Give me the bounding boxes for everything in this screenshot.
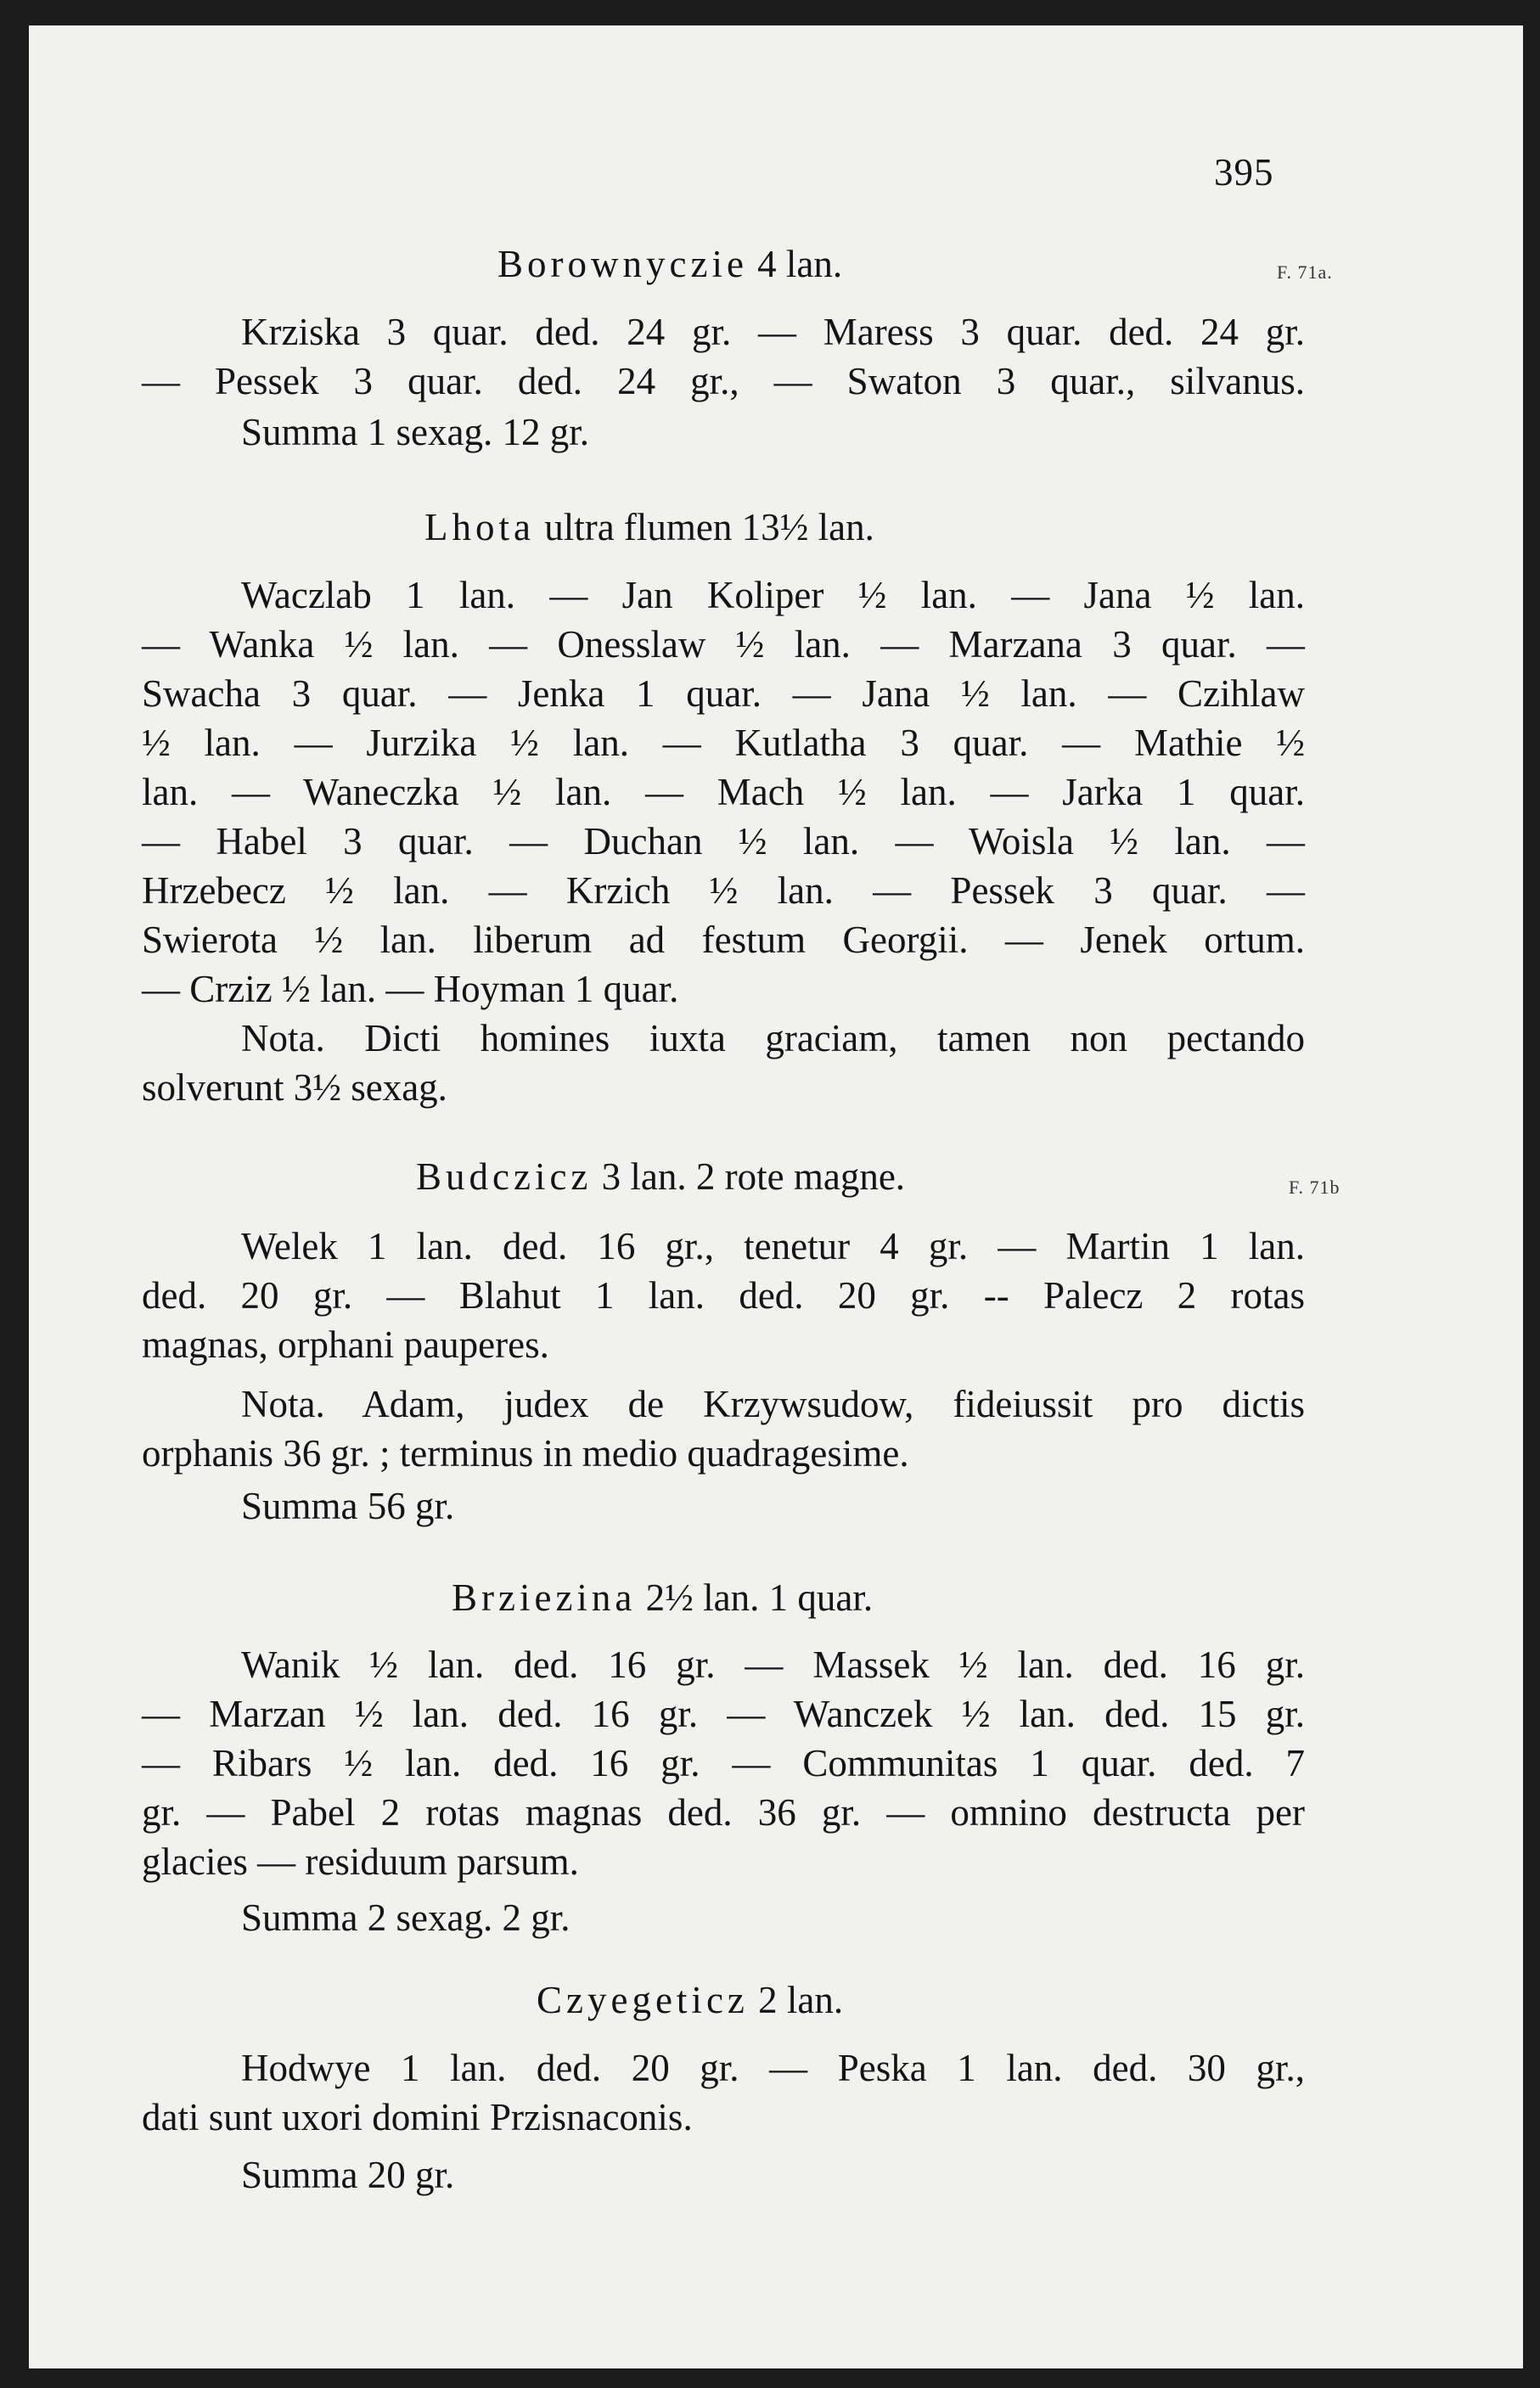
text-line: Swierota ½ lan. liberum ad festum Georgii. — Jenek ortum. — [142, 919, 1305, 961]
text-line: — Wanka ½ lan. — Onesslaw ½ lan. — Marzana 3 quar. — — [142, 623, 1305, 666]
section-heading-borownyczie — [497, 242, 842, 286]
text-line: dati sunt uxori domini Przisnaconis. — [142, 2096, 693, 2138]
text-line: Summa 1 sexag. 12 gr. — [241, 411, 589, 453]
text-line: Hodwye 1 lan. ded. 20 gr. — Peska 1 lan. ded. 30 gr., — [241, 2047, 1305, 2089]
text-line: — Pessek 3 quar. ded. 24 gr., — Swaton 3 quar., silvanus. — [142, 360, 1305, 402]
place-name: Czyegeticz — [537, 1979, 749, 2021]
text-line: lan. — Waneczka ½ lan. — Mach ½ lan. — Jarka 1 quar. — [142, 771, 1305, 813]
text-line: Hrzebecz ½ lan. — Krzich ½ lan. — Pessek 3 quar. — — [142, 869, 1305, 912]
text-line: — Ribars ½ lan. ded. 16 gr. — Communitas 1 quar. ded. 7 — [142, 1742, 1305, 1784]
text-line: orphanis 36 gr. ; terminus in medio quadragesime. — [142, 1432, 909, 1475]
heading-rest: 2½ lan. 1 quar. — [636, 1576, 874, 1619]
section-heading-budczicz — [416, 1155, 905, 1199]
place-name: Lhota — [424, 506, 535, 548]
folio-note: F. 71a. — [1277, 261, 1333, 283]
text-line: glacies — residuum parsum. — [142, 1840, 579, 1883]
text-line: Swacha 3 quar. — Jenka 1 quar. — Jana ½ lan. — Czihlaw — [142, 672, 1305, 715]
text-line: — Crziz ½ lan. — Hoyman 1 quar. — [142, 968, 679, 1010]
section-heading-brziezina — [452, 1576, 873, 1620]
text-line: Summa 2 sexag. 2 gr. — [241, 1896, 570, 1939]
text-line: gr. — Pabel 2 rotas magnas ded. 36 gr. — omnino destructa per — [142, 1791, 1305, 1834]
heading-rest: 3 lan. 2 rote magne. — [592, 1155, 906, 1198]
folio-note: F. 71b — [1289, 1177, 1340, 1198]
text-line: Summa 20 gr. — [241, 2154, 455, 2196]
book-page — [29, 25, 1523, 2368]
section-heading-lhota — [424, 505, 874, 549]
place-name: Brziezina — [452, 1576, 637, 1619]
text-line: Krziska 3 quar. ded. 24 gr. — Maress 3 quar. ded. 24 gr. — [241, 311, 1305, 353]
section-heading-czyegeticz — [537, 1978, 843, 2022]
text-line: solverunt 3½ sexag. — [142, 1066, 447, 1109]
text-line: ded. 20 gr. — Blahut 1 lan. ded. 20 gr. -- Palecz 2 rotas — [142, 1274, 1305, 1317]
text-line: — Marzan ½ lan. ded. 16 gr. — Wanczek ½ lan. ded. 15 gr. — [142, 1693, 1305, 1735]
heading-rest: ultra flumen 13½ lan. — [534, 506, 874, 548]
heading-rest: 2 lan. — [748, 1979, 844, 2021]
text-line: Summa 56 gr. — [241, 1485, 455, 1527]
text-line: — Habel 3 quar. — Duchan ½ lan. — Woisla ½ lan. — — [142, 820, 1305, 862]
text-line: ½ lan. — Jurzika ½ lan. — Kutlatha 3 quar. — Mathie ½ — [142, 722, 1305, 764]
text-line: Nota. Dicti homines iuxta graciam, tamen non pectando — [241, 1017, 1305, 1059]
text-line: Welek 1 lan. ded. 16 gr., tenetur 4 gr. — Martin 1 lan. — [241, 1225, 1305, 1267]
text-line: magnas, orphani pauperes. — [142, 1323, 549, 1366]
heading-rest: 4 lan. — [747, 243, 843, 285]
place-name: Borownyczie — [497, 243, 748, 285]
place-name: Budczicz — [416, 1155, 593, 1198]
text-line: Nota. Adam, judex de Krzywsudow, fideiussit pro dictis — [241, 1383, 1305, 1425]
text-line: Wanik ½ lan. ded. 16 gr. — Massek ½ lan. ded. 16 gr. — [241, 1644, 1305, 1686]
text-line: Waczlab 1 lan. — Jan Koliper ½ lan. — Jana ½ lan. — [241, 574, 1305, 616]
page-number: 395 — [1214, 151, 1274, 194]
